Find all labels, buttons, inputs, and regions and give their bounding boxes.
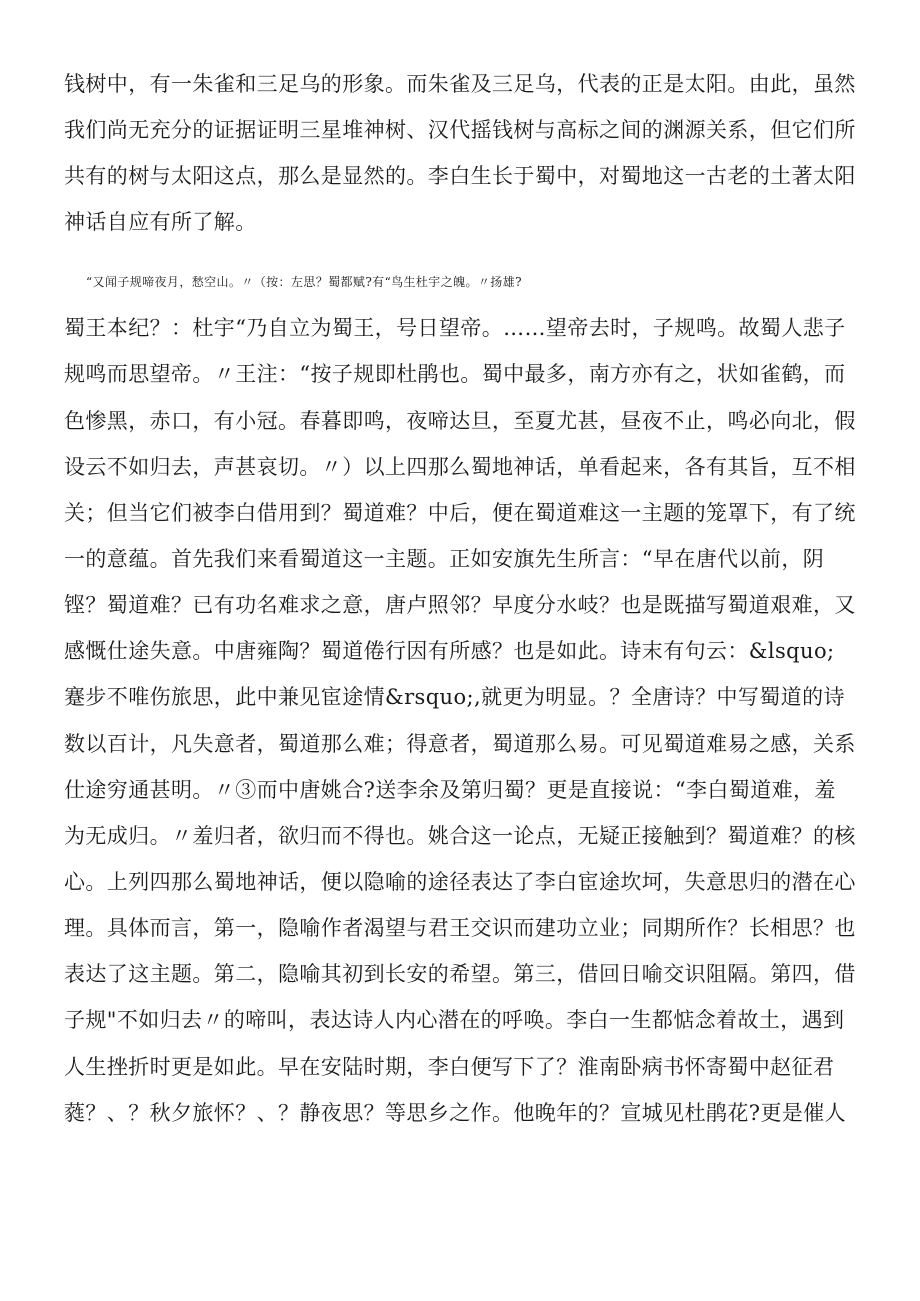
text-line: 神话自应有所了解。 bbox=[64, 210, 257, 234]
text-line: 共有的树与太阳这点，那么是显然的。李白生长于蜀中，对蜀地这一古老的土著太阳 bbox=[64, 164, 856, 188]
text-line: 感慨仕途失意。中唐雍陶？蜀道倦行因有所感？也是如此。诗末有句云：&lsquo; bbox=[64, 639, 835, 663]
text-line: 仕途穷通甚明。〃③而中唐姚合?送李余及第归蜀？更是直接说：“李白蜀道难，羞 bbox=[64, 778, 836, 802]
text-line: 人生挫折时更是如此。早在安陆时期，李白便写下了？淮南卧病书怀寄蜀中赵征君 bbox=[64, 1055, 835, 1079]
text-line: 蕤？、？秋夕旅怀？、？静夜思？等思乡之作。他晚年的？宣城见杜鹃花?更是催人 bbox=[64, 1101, 847, 1125]
text-line: 为无成归。〃羞归者，欲归而不得也。姚合这一论点，无疑正接触到？蜀道难？的核 bbox=[64, 824, 856, 848]
text-line: 心。上列四那么蜀地神话，便以隐喻的途径表达了李白宦途坎坷，失意思归的潜在心 bbox=[64, 870, 856, 894]
text-line: 理。具体而言，第一，隐喻作者渴望与君王交识而建功立业；同期所作？长相思？也 bbox=[64, 916, 856, 940]
text-line: 子规"不如归去〃的啼叫，表达诗人内心潜在的呼唤。李白一生都惦念着故土，遇到 bbox=[64, 1008, 845, 1032]
text-line: 数以百计，凡失意者，蜀道那么难；得意者，蜀道那么易。可见蜀道难易之感，关系 bbox=[64, 732, 856, 756]
text-line: 表达了这主题。第二，隐喻其初到长安的希望。第三，借回日喻交识阻隔。第四，借 bbox=[64, 962, 856, 986]
text-line: 钱树中，有一朱雀和三足乌的形象。而朱雀及三足乌，代表的正是太阳。由此，虽然 bbox=[64, 72, 856, 96]
text-line: 蜀王本纪？：杜宇“乃自立为蜀王，号日望帝。……望帝去时，子规鸣。故蜀人悲子 bbox=[64, 316, 846, 340]
text-line: 铿？蜀道难？已有功名难求之意，唐卢照邻？早度分水岐？也是既描写蜀道艰难，又 bbox=[64, 593, 856, 617]
text-line: 我们尚无充分的证据证明三星堆神树、汉代摇钱树与高标之间的渊源关系，但它们所 bbox=[64, 118, 856, 142]
text-line: 蹇步不唯伤旅思，此中兼见宦途情&rsquo;,就更为明显。？全唐诗？中写蜀道的诗 bbox=[64, 685, 845, 709]
text-line: “又闻子规啼夜月，愁空山。〃（按：左思？蜀都赋?有“鸟生杜宇之魄。〃扬雄? bbox=[86, 275, 522, 289]
text-line: 规鸣而思望帝。〃王注：“按子规即杜鹃也。蜀中最多，南方亦有之，状如雀鹤，而 bbox=[64, 362, 846, 386]
text-line: 色惨黑，赤口，有小冠。春暮即鸣，夜啼达旦，至夏尤甚，昼夜不止，鸣必向北，假 bbox=[64, 409, 856, 433]
text-line: 关；但当它们被李白借用到？蜀道难？中后，便在蜀道难这一主题的笼罩下，有了统 bbox=[64, 501, 856, 525]
text-line: 一的意蕴。首先我们来看蜀道这一主题。正如安旗先生所言：“早在唐代以前，阴 bbox=[64, 547, 825, 571]
text-line: 设云不如归去，声甚哀切。〃）以上四那么蜀地神话，单看起来，各有其旨，互不相 bbox=[64, 455, 856, 479]
